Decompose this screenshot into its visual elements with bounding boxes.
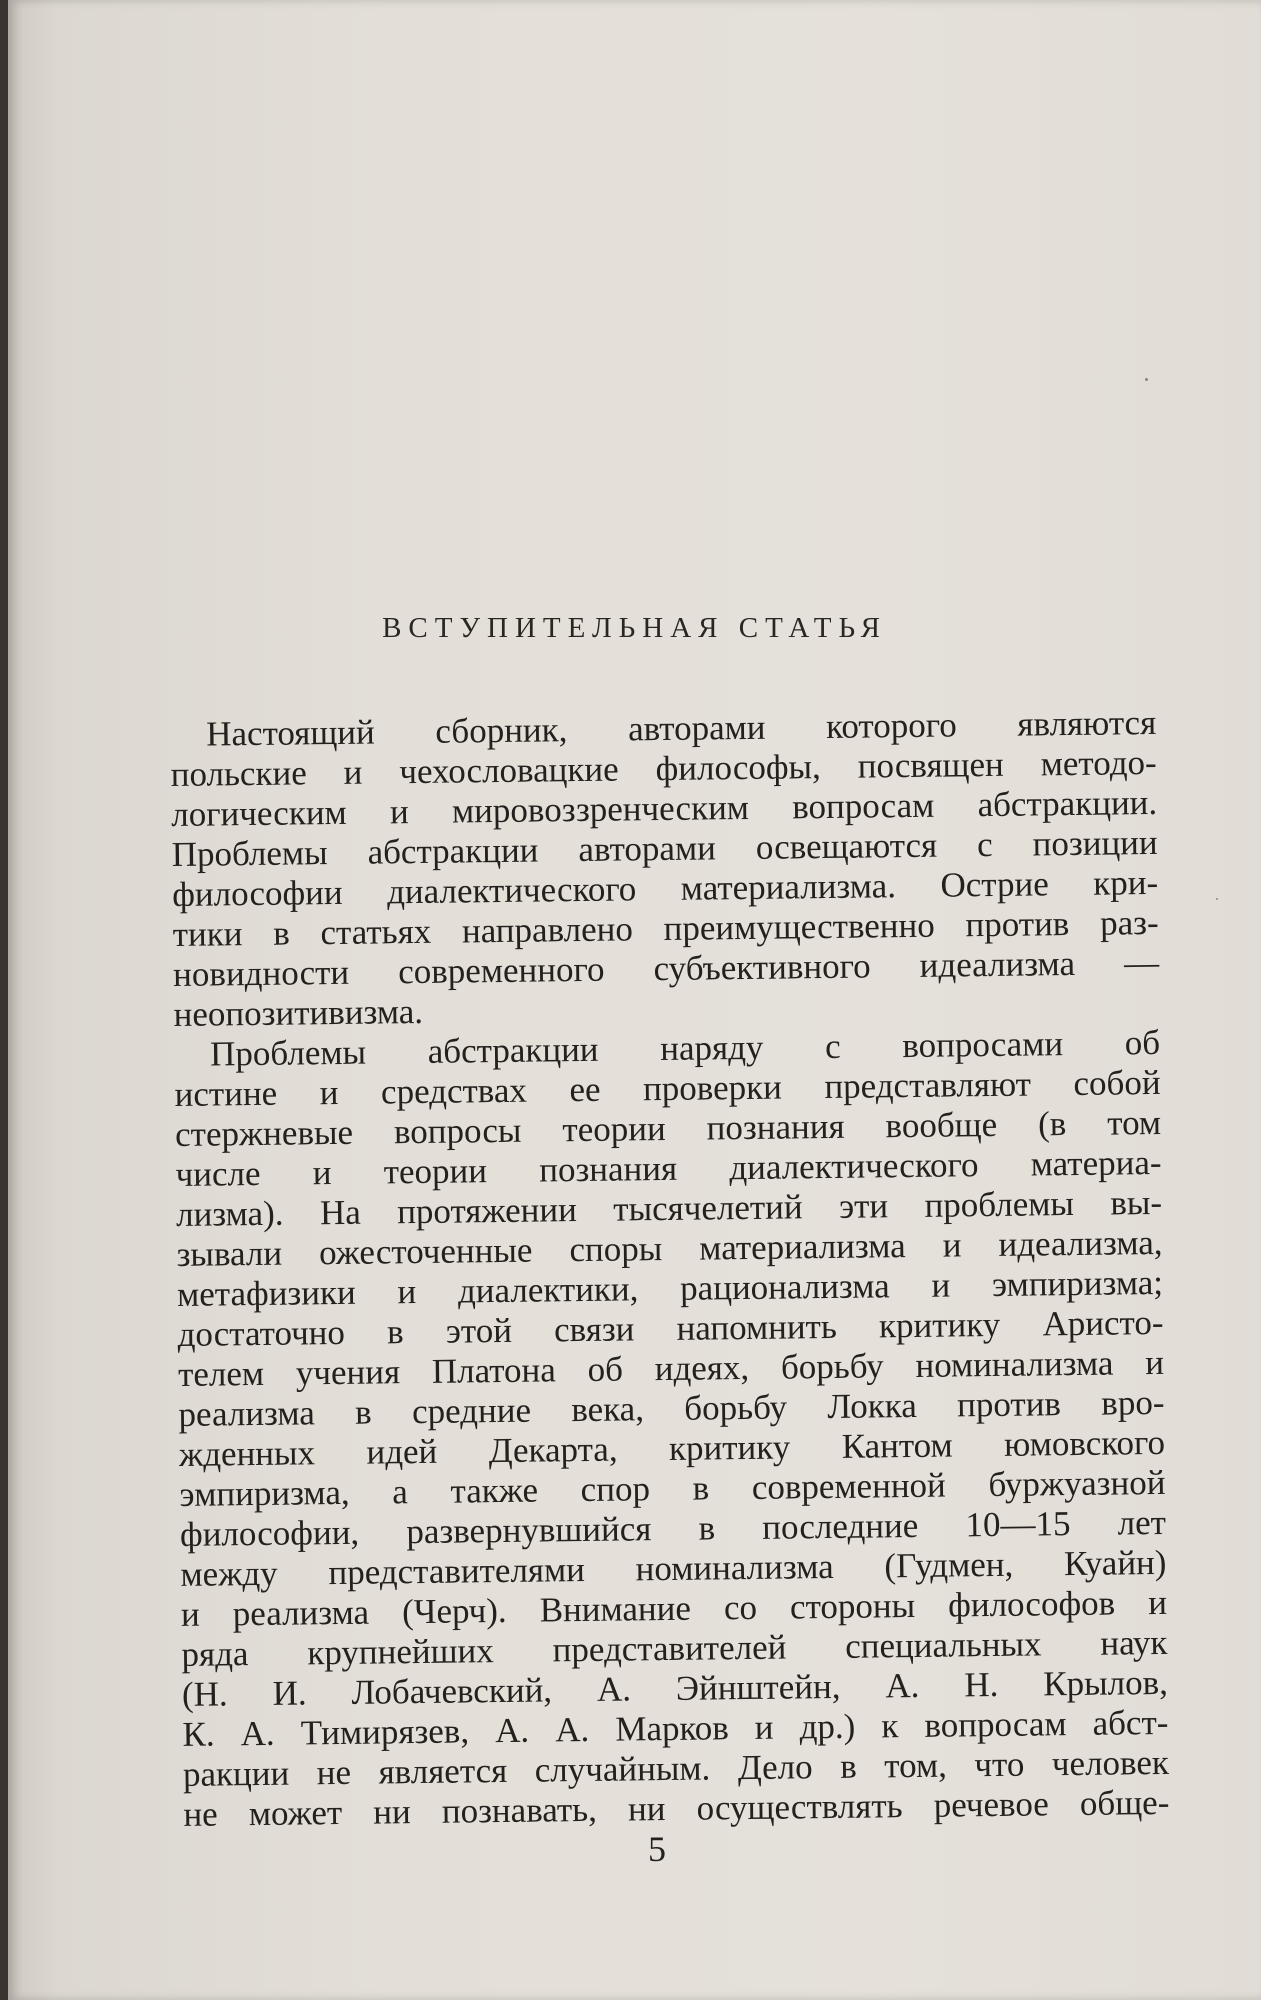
text-line: жденных идей Декарта, критику Кантом юмовского — [178, 1422, 1166, 1474]
text-line: числе и теории познания диалектического материа- — [175, 1142, 1162, 1194]
text-line: Настоящий сборник, авторами которого являются — [205, 702, 1157, 754]
page-number: 5 — [648, 1829, 666, 1869]
text-line: метафизики и диалектики, рационализма и эмпиризма; — [176, 1262, 1164, 1314]
text-line: новидности современного субъективного идеализма — — [172, 942, 1160, 994]
text-line: и реализма (Черч). Внимание со стороны философов и — [180, 1582, 1168, 1634]
text-line: реализма в средние века, борьбу Локка против вро- — [178, 1382, 1165, 1434]
paper-speck — [1216, 898, 1218, 900]
chapter-heading: ВСТУПИТЕЛЬНАЯ СТАТЬЯ — [382, 612, 887, 644]
text-line: (Н. И. Лобачевский, А. Эйнштейн, А. Н. Крылов, — [181, 1662, 1169, 1714]
text-line: польские и чехословацкие философы, посвящен методо- — [170, 742, 1157, 794]
text-line: ряда крупнейших представителей специальных наук — [181, 1622, 1168, 1674]
book-page — [8, 0, 1261, 2000]
text-line: ракции не является случайным. Дело в том, что человек — [182, 1742, 1170, 1794]
text-line: между представителями номинализма (Гудмен, Куайн) — [180, 1542, 1167, 1594]
text-line: не может ни познавать, ни осуществлять речевое обще- — [183, 1782, 1170, 1834]
paragraph-2 — [174, 1023, 1170, 1835]
text-line: лизма). На протяжении тысячелетий эти проблемы вы- — [175, 1182, 1163, 1234]
text-line: стержневые вопросы теории познания вообще (в том — [174, 1102, 1162, 1154]
text-line: Проблемы абстракции наряду с вопросами об — [209, 1022, 1161, 1074]
text-line: телем учения Платона об идеях, борьбу номинализма и — [177, 1342, 1165, 1394]
text-line: философии диалектического материализма. Острие кри- — [171, 862, 1159, 914]
text-line: неопозитивизма. — [173, 991, 424, 1034]
text-line: К. А. Тимирязев, А. А. Марков и др.) к вопросам абст- — [182, 1702, 1169, 1754]
paragraph-1 — [170, 703, 1160, 1035]
text-line: логическим и мировоззренческим вопросам абстракции. — [170, 782, 1158, 834]
body-text — [170, 703, 1170, 1835]
text-line: философии, развернувшийся в последние 10—15 лет — [179, 1502, 1167, 1554]
text-line: эмпиризма, а также спор в современной буржуазной — [179, 1462, 1166, 1514]
text-line: достаточно в этой связи напомнить критику Аристо- — [177, 1302, 1164, 1354]
text-line: тики в статьях направлено преимущественно против раз- — [172, 902, 1159, 954]
paper-speck — [1145, 378, 1148, 381]
text-line: истине и средствах ее проверки представляют собой — [174, 1062, 1161, 1114]
text-line: Проблемы абстракции авторами освещаются с позиции — [171, 822, 1158, 874]
text-line: зывали ожесточенные споры материализма и идеализма, — [176, 1222, 1163, 1274]
